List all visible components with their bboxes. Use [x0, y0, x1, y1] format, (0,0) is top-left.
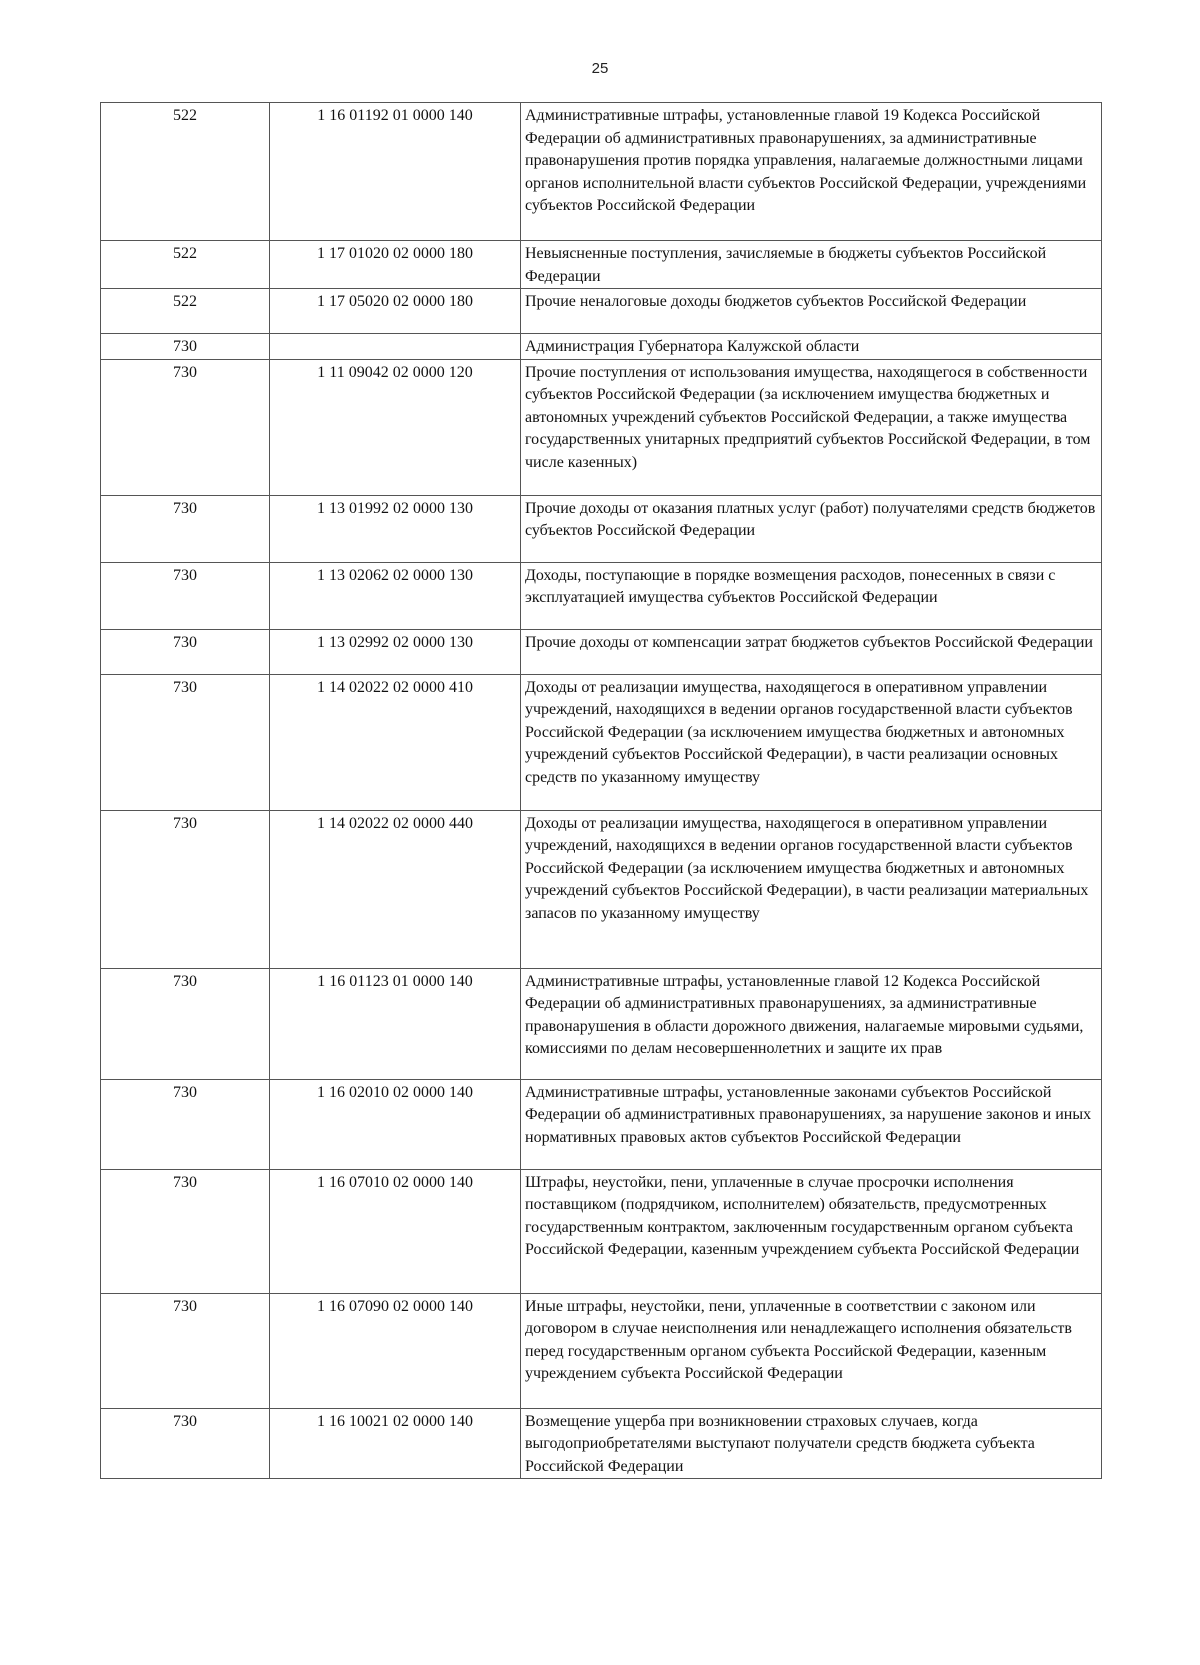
revenue-code-cell: 1 13 01992 02 0000 130	[270, 495, 521, 562]
revenue-code-cell: 1 16 02010 02 0000 140	[270, 1079, 521, 1169]
description-cell: Прочие доходы от оказания платных услуг (работ) получателями средств бюджетов субъектов Российской Федерации	[521, 495, 1102, 562]
table-row	[101, 495, 1102, 562]
table-row	[101, 1293, 1102, 1408]
admin-code-cell: 730	[101, 810, 270, 968]
table-row	[101, 629, 1102, 674]
admin-code-cell: 730	[101, 562, 270, 629]
revenue-code-cell: 1 16 07090 02 0000 140	[270, 1293, 521, 1408]
description-cell: Административные штрафы, установленные главой 12 Кодекса Российской Федерации об административных правонарушениях, за административные правонарушения в области дорожного движения, налагаемые мировыми судьями, комиссиями по делам несовершеннолетних и защите их прав	[521, 968, 1102, 1079]
revenue-code-cell	[270, 334, 521, 360]
table-row	[101, 1169, 1102, 1293]
description-cell: Прочие доходы от компенсации затрат бюджетов субъектов Российской Федерации	[521, 629, 1102, 674]
page-number: 25	[591, 60, 609, 77]
description-cell: Прочие неналоговые доходы бюджетов субъектов Российской Федерации	[521, 289, 1102, 334]
table-row	[101, 289, 1102, 334]
table-row	[101, 810, 1102, 968]
admin-code-cell: 730	[101, 968, 270, 1079]
description-cell: Доходы от реализации имущества, находящегося в оперативном управлении учреждений, находящихся в ведении органов государственной власти субъектов Российской Федерации (за исключением имущества бюджетных и автономных учреждений субъектов Российской Федерации), в части реализации основных средств по указанному имуществу	[521, 674, 1102, 810]
description-cell: Доходы, поступающие в порядке возмещения расходов, понесенных в связи с эксплуатацией имущества субъектов Российской Федерации	[521, 562, 1102, 629]
revenue-code-cell: 1 16 01192 01 0000 140	[270, 103, 521, 241]
description-cell: Невыясненные поступления, зачисляемые в бюджеты субъектов Российской Федерации	[521, 241, 1102, 289]
revenue-code-cell: 1 16 10021 02 0000 140	[270, 1408, 521, 1479]
table-row	[101, 1079, 1102, 1169]
revenue-code-cell: 1 16 07010 02 0000 140	[270, 1169, 521, 1293]
revenue-code-cell: 1 17 05020 02 0000 180	[270, 289, 521, 334]
table-row	[101, 968, 1102, 1079]
admin-code-cell: 730	[101, 1293, 270, 1408]
description-cell: Административные штрафы, установленные главой 19 Кодекса Российской Федерации об административных правонарушениях, за административные правонарушения против порядка управления, налагаемые должностными лицами органов исполнительной власти субъектов Российской Федерации, учреждениями субъектов Российской Федерации	[521, 103, 1102, 241]
table-row	[101, 103, 1102, 241]
description-cell: Возмещение ущерба при возникновении страховых случаев, когда выгодоприобретателями выступают получатели средств бюджета субъекта Российской Федерации	[521, 1408, 1102, 1479]
admin-code-cell: 730	[101, 359, 270, 495]
revenue-codes-table	[100, 102, 1102, 1479]
admin-code-cell: 730	[101, 629, 270, 674]
admin-code-cell: 522	[101, 103, 270, 241]
revenue-code-cell: 1 14 02022 02 0000 440	[270, 810, 521, 968]
table-row	[101, 334, 1102, 360]
admin-code-cell: 730	[101, 1169, 270, 1293]
admin-code-cell: 730	[101, 1079, 270, 1169]
admin-code-cell: 730	[101, 495, 270, 562]
revenue-code-cell: 1 13 02992 02 0000 130	[270, 629, 521, 674]
revenue-code-cell: 1 11 09042 02 0000 120	[270, 359, 521, 495]
table-row	[101, 1408, 1102, 1479]
admin-code-cell: 730	[101, 674, 270, 810]
description-cell: Административные штрафы, установленные законами субъектов Российской Федерации об административных правонарушениях, за нарушение законов и иных нормативных правовых актов субъектов Российской Федерации	[521, 1079, 1102, 1169]
table-row	[101, 562, 1102, 629]
revenue-code-cell: 1 13 02062 02 0000 130	[270, 562, 521, 629]
revenue-code-cell: 1 17 01020 02 0000 180	[270, 241, 521, 289]
table-body	[101, 103, 1102, 1479]
description-cell: Доходы от реализации имущества, находящегося в оперативном управлении учреждений, находящихся в ведении органов государственной власти субъектов Российской Федерации (за исключением имущества бюджетных и автономных учреждений субъектов Российской Федерации), в части реализации материальных запасов по указанному имуществу	[521, 810, 1102, 968]
table-row	[101, 241, 1102, 289]
revenue-code-cell: 1 16 01123 01 0000 140	[270, 968, 521, 1079]
admin-code-cell: 522	[101, 241, 270, 289]
table-row	[101, 359, 1102, 495]
admin-code-cell: 522	[101, 289, 270, 334]
description-cell: Администрация Губернатора Калужской области	[521, 334, 1102, 360]
admin-code-cell: 730	[101, 1408, 270, 1479]
description-cell: Прочие поступления от использования имущества, находящегося в собственности субъектов Российской Федерации (за исключением имущества бюджетных и автономных учреждений субъектов Российской Федерации, а также имущества государственных унитарных предприятий субъектов Российской Федерации, в том числе казенных)	[521, 359, 1102, 495]
admin-code-cell: 730	[101, 334, 270, 360]
description-cell: Штрафы, неустойки, пени, уплаченные в случае просрочки исполнения поставщиком (подрядчиком, исполнителем) обязательств, предусмотренных государственным контрактом, заключенным государственным органом субъекта Российской Федерации, казенным учреждением субъекта Российской Федерации	[521, 1169, 1102, 1293]
revenue-code-cell: 1 14 02022 02 0000 410	[270, 674, 521, 810]
description-cell: Иные штрафы, неустойки, пени, уплаченные в соответствии с законом или договором в случае неисполнения или ненадлежащего исполнения обязательств перед государственным органом субъекта Российской Федерации, казенным учреждением субъекта Российской Федерации	[521, 1293, 1102, 1408]
table-row	[101, 674, 1102, 810]
